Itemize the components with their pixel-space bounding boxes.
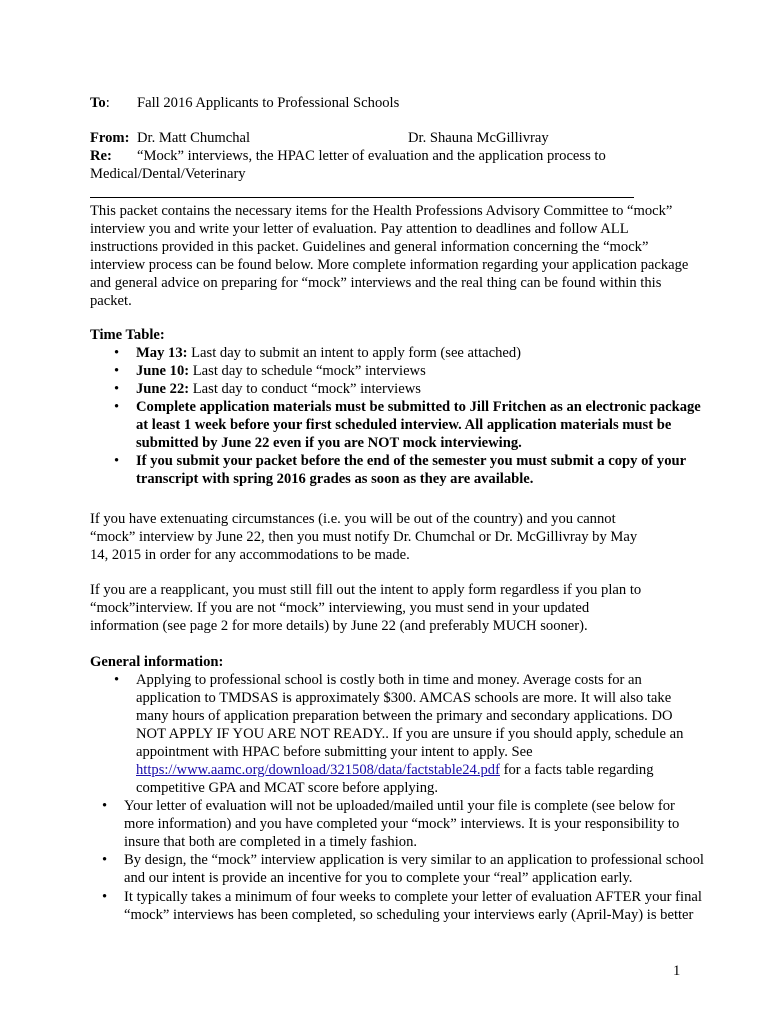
bullet-icon: • <box>114 363 120 379</box>
bullet-icon: • <box>114 399 120 415</box>
bullet-icon: • <box>102 889 108 905</box>
paragraph-line: If you are a reapplicant, you must still fill out the intent to apply form regardless if you plan to <box>90 582 642 598</box>
paragraph-line: If you have extenuating circumstances (i.e. you will be out of the country) and you cannot <box>90 511 616 527</box>
reapplicant-paragraph <box>90 581 750 635</box>
from-label: From: <box>90 130 130 146</box>
from-name-1: Dr. Matt Chumchal <box>137 130 251 146</box>
intro-line: and general advice on preparing for “mock” interviews and the real thing can be found within this <box>90 275 662 291</box>
timetable-item: • May 13: Last day to submit an intent to apply form (see attached) <box>114 345 522 361</box>
timetable-item: • If you submit your packet before the end of the semester you must submit a copy of your <box>114 453 687 469</box>
paragraph-line: information (see page 2 for more details) by June 22 (and preferably MUCH sooner). <box>90 618 588 634</box>
from-name-2: Dr. Shauna McGillivray <box>408 130 549 146</box>
re-line-2: Medical/Dental/Veterinary <box>90 166 246 182</box>
header-divider <box>90 197 634 198</box>
paragraph-line: 14, 2015 in order for any accommodations to be made. <box>90 547 410 563</box>
facts-table-link[interactable]: https://www.aamc.org/download/321508/data/factstable24.pdf <box>136 762 500 778</box>
bullet-icon: • <box>102 798 108 814</box>
timetable-item: • June 10: Last day to schedule “mock” interviews <box>114 363 426 379</box>
general-item-1: • Applying to professional school is costly both in time and money. Average costs for an application to TMDSAS is approximately $300. AMCAS schools are more. It will also take many hours of application preparation between the primary and secondary applications. DO NOT APPLY IF YOU ARE NOT READY.. If you are unsure if you should apply, schedule an appointment with HPAC before submitting your intent to apply. See https://www.aamc.org/download/321508/data/factstable24.pdf for a facts table regarding competitive GPA and MCAT score before applying. <box>114 672 684 796</box>
timetable-item: • Complete application materials must be submitted to Jill Fritchen as an electronic package <box>114 399 701 415</box>
intro-line: This packet contains the necessary items for the Health Professions Advisory Committee to “mock” <box>90 203 673 219</box>
re-line-1: “Mock” interviews, the HPAC letter of evaluation and the application process to <box>137 148 606 164</box>
paragraph-line: “mock” interview by June 22, then you must notify Dr. Chumchal or Dr. McGillivray by May <box>90 529 638 545</box>
general-item-3: • By design, the “mock” interview application is very similar to an application to professional school and our intent is provide an incentive for you to complete your “real” application early. <box>102 852 704 886</box>
timetable-list <box>114 344 770 488</box>
bullet-icon: • <box>114 345 120 361</box>
intro-line: interview you and write your letter of evaluation. Pay attention to deadlines and follow ALL <box>90 221 629 237</box>
intro-paragraph <box>90 202 750 310</box>
timetable-line: transcript with spring 2016 grades as soon as they are available. <box>136 471 534 487</box>
bullet-icon: • <box>114 381 120 397</box>
timetable-heading: Time Table: <box>90 327 165 343</box>
timetable-item: • June 22: Last day to conduct “mock” interviews <box>114 381 421 397</box>
paragraph-line: “mock”interview. If you are not “mock” interviewing, you must send in your updated <box>90 600 590 616</box>
general-heading: General information: <box>90 654 224 670</box>
to-value: Fall 2016 Applicants to Professional Schools <box>137 95 400 111</box>
intro-line: instructions provided in this packet. Guidelines and general information concerning the “mock” <box>90 239 649 255</box>
bullet-icon: • <box>114 453 120 469</box>
extenuating-paragraph <box>90 510 750 564</box>
timetable-line: at least 1 week before your first scheduled interview. All application materials must be <box>136 417 672 433</box>
bullet-icon: • <box>114 672 120 688</box>
general-item-4: • It typically takes a minimum of four weeks to complete your letter of evaluation AFTER your final “mock” interviews has been completed, so scheduling your interviews early (April-May) is better <box>102 889 702 923</box>
intro-line: packet. <box>90 293 132 309</box>
re-label: Re: <box>90 148 112 164</box>
intro-line: interview process can be found below. More complete information regarding your application package <box>90 257 689 273</box>
to-label: To: <box>90 95 110 111</box>
page-number: 1 <box>673 963 681 979</box>
bullet-icon: • <box>102 852 108 868</box>
timetable-line: submitted by June 22 even if you are NOT mock interviewing. <box>136 435 522 451</box>
general-item-2: • Your letter of evaluation will not be uploaded/mailed until your file is complete (see below for more information) and you have completed your “mock” interviews. It is your responsibility to insure that both are completed in a timely fashion. <box>102 798 680 850</box>
